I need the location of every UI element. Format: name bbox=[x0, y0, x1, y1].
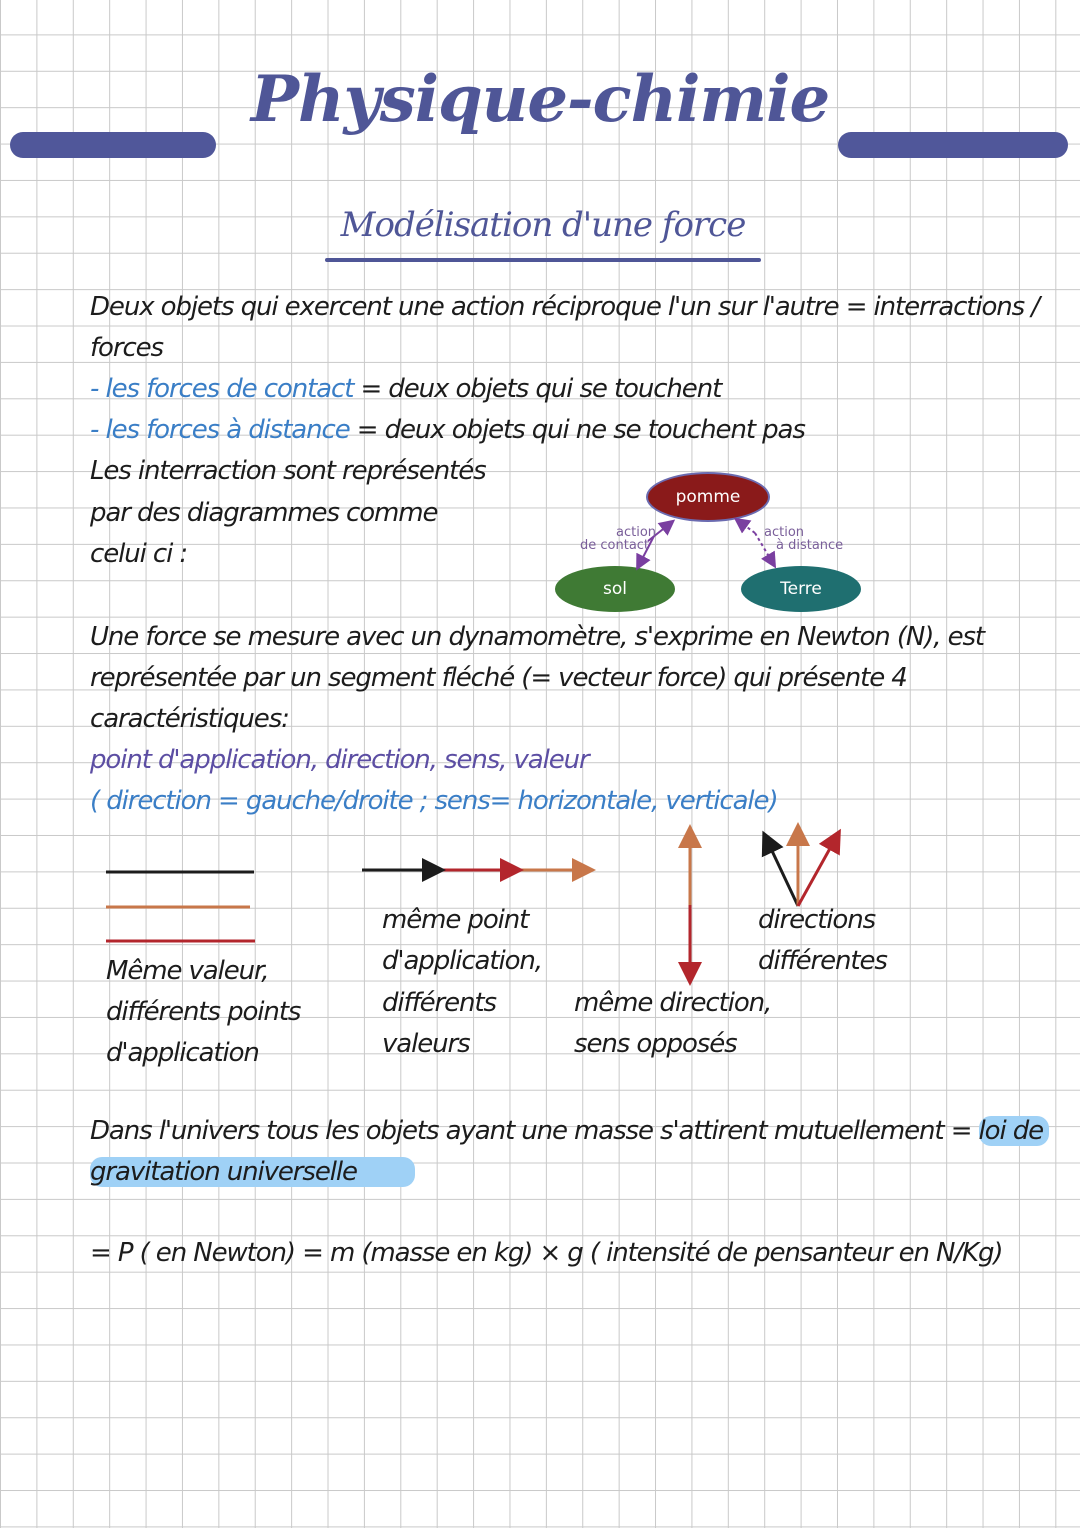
contact-label-1: action bbox=[616, 525, 657, 540]
force-line-1: Une force se mesure avec un dynamomètre, s'exprime en Newton (N), est bbox=[90, 622, 985, 652]
contact-dash: - bbox=[90, 374, 106, 404]
distance-label-1: action bbox=[764, 525, 805, 540]
contact-forces-def: = deux objets qui se touchent bbox=[353, 374, 722, 404]
gravity-line-2 bbox=[90, 1157, 415, 1187]
node-pomme: pomme bbox=[648, 474, 768, 520]
node-terre: Terre bbox=[741, 566, 861, 612]
distance-dash: - bbox=[90, 415, 106, 445]
distance-forces-def: = deux objets qui ne se touchent pas bbox=[349, 415, 805, 445]
force-characteristics: point d'application, direction, sens, valeur bbox=[90, 745, 589, 775]
intro-line-1: Deux objets qui exercent une action réciproque l'un sur l'autre = interractions / bbox=[90, 292, 1039, 322]
contact-label-2: de contact bbox=[580, 538, 650, 553]
diagram-intro-line-3: celui ci : bbox=[90, 539, 188, 569]
group1-caption-3: d'application bbox=[106, 1038, 259, 1068]
group4-caption-2: différentes bbox=[758, 946, 887, 976]
direction-vector-black bbox=[765, 836, 798, 906]
group3-caption-1: même direction, bbox=[574, 988, 772, 1018]
distance-forces-term: les forces à distance bbox=[105, 415, 350, 445]
group1-caption-2: différents points bbox=[106, 997, 301, 1027]
group3-caption-2: sens opposés bbox=[574, 1029, 737, 1059]
group4-caption-1: directions bbox=[758, 905, 876, 935]
group2-caption-3: différents bbox=[382, 988, 496, 1018]
distance-label-2: à distance bbox=[776, 538, 844, 553]
diagram-intro-line-1: Les interraction sont représentés bbox=[90, 456, 486, 486]
gravity-law-highlight-2: gravitation universelle bbox=[90, 1157, 415, 1187]
intro-line-2: forces bbox=[90, 333, 163, 363]
contact-forces-term: les forces de contact bbox=[105, 374, 354, 404]
force-direction-note: ( direction = gauche/droite ; sens= horizontale, verticale) bbox=[90, 786, 778, 816]
group1-caption-1: Même valeur, bbox=[106, 956, 269, 986]
gravity-line-1 bbox=[90, 1116, 1049, 1146]
group2-caption-4: valeurs bbox=[382, 1029, 470, 1059]
node-sol: sol bbox=[555, 566, 675, 612]
diagram-intro-line-2: par des diagrammes comme bbox=[90, 498, 438, 528]
page-title: Physique-chimie bbox=[250, 62, 830, 137]
force-line-2: représentée par un segment fléché (= vecteur force) qui présente 4 bbox=[90, 663, 907, 693]
page-subtitle: Modélisation d'une force bbox=[340, 205, 746, 245]
group2-caption-1: même point bbox=[382, 905, 529, 935]
group2-caption-2: d'application, bbox=[382, 946, 542, 976]
weight-formula: = P ( en Newton) = m (masse en kg) × g ( intensité de pensanteur en N/Kg) bbox=[90, 1238, 1003, 1268]
force-line-3: caractéristiques: bbox=[90, 704, 289, 734]
direction-vector-red bbox=[798, 834, 838, 906]
gravity-law-highlight-1: loi de bbox=[979, 1116, 1050, 1146]
gravity-text: Dans l'univers tous les objets ayant une masse s'attirent mutuellement = bbox=[90, 1116, 979, 1146]
